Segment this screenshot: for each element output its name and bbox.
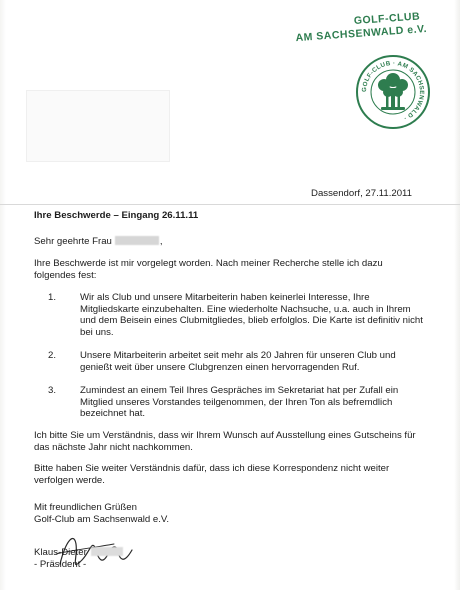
list-item bbox=[34, 350, 426, 373]
paper-fold-line bbox=[0, 204, 460, 205]
greeting-suffix: , bbox=[159, 236, 163, 247]
logo-ring-text: GOLF-CLUB · AM SACHSENWALD · bbox=[360, 59, 426, 122]
signer-first-names: Klaus-Dieter bbox=[34, 547, 87, 558]
letter-greeting bbox=[34, 236, 434, 248]
list-item-text: Wir als Club und unsere Mitarbeiterin haben keinerlei Interesse, Ihre Mitgliedskarte einzubehalten. Eine wiederholte Nachsuche, u.a. auch in Ihrem und dem Beisein eines Clubmitgliedes, blieb erfolglos. Die Karte ist definitiv nicht bei uns. bbox=[80, 292, 423, 338]
club-logo-icon bbox=[355, 54, 431, 130]
list-item-number: 2. bbox=[48, 350, 57, 361]
closing-line2: Golf-Club am Sachsenwald e.V. bbox=[34, 513, 170, 525]
club-name-line2: AM SACHSENWALD e.V. bbox=[295, 22, 428, 45]
list-item-number: 3. bbox=[48, 385, 57, 396]
list-item-text: Unsere Mitarbeiterin arbeitet seit mehr als 20 Jahren für unseren Club und genießt weit über unsere Clubgrenzen einen hervorragenden Ruf. bbox=[80, 350, 396, 373]
signer-role: - Präsident - bbox=[34, 559, 87, 570]
letter-subject: Ihre Beschwerde – Eingang 26.11.11 bbox=[34, 210, 199, 221]
letter-intro: Ihre Beschwerde ist mir vorgelegt worden. Nach meiner Recherche stelle ich dazu folgendes fest: bbox=[34, 258, 383, 281]
paragraph-voucher: Ich bitte Sie um Verständnis, dass wir Ihrem Wunsch auf Ausstellung eines Gutscheins für das nächste Jahr nicht nachkommen. bbox=[34, 430, 416, 453]
list-item-number: 1. bbox=[48, 292, 57, 303]
signer-name bbox=[34, 547, 434, 559]
paragraph-correspondence: Bitte haben Sie weiter Verständnis dafür, dass ich diese Korrespondenz nicht weiter verfolgen werde. bbox=[34, 463, 390, 486]
findings-list bbox=[34, 292, 426, 432]
club-name-line1: GOLF-CLUB bbox=[353, 10, 421, 28]
signer-surname-redacted bbox=[91, 547, 123, 556]
letter-date: Dassendorf, 27.11.2011 bbox=[311, 188, 412, 199]
greeting-prefix: Sehr geehrte Frau bbox=[34, 236, 112, 247]
closing-line1: Mit freundlichen Grüßen bbox=[34, 502, 137, 513]
recipient-name-redacted bbox=[115, 236, 159, 245]
recipient-address-redacted bbox=[26, 90, 170, 162]
list-item-text: Zumindest an einem Teil Ihres Gespräches im Sekretariat hat per Zufall ein Mitglied unseres Vorstandes teilgenommen, der Ihren Ton als befremdlich bezeichnet hat. bbox=[80, 385, 399, 419]
list-item bbox=[34, 385, 426, 420]
list-item bbox=[34, 292, 426, 338]
club-letterhead bbox=[295, 10, 428, 45]
